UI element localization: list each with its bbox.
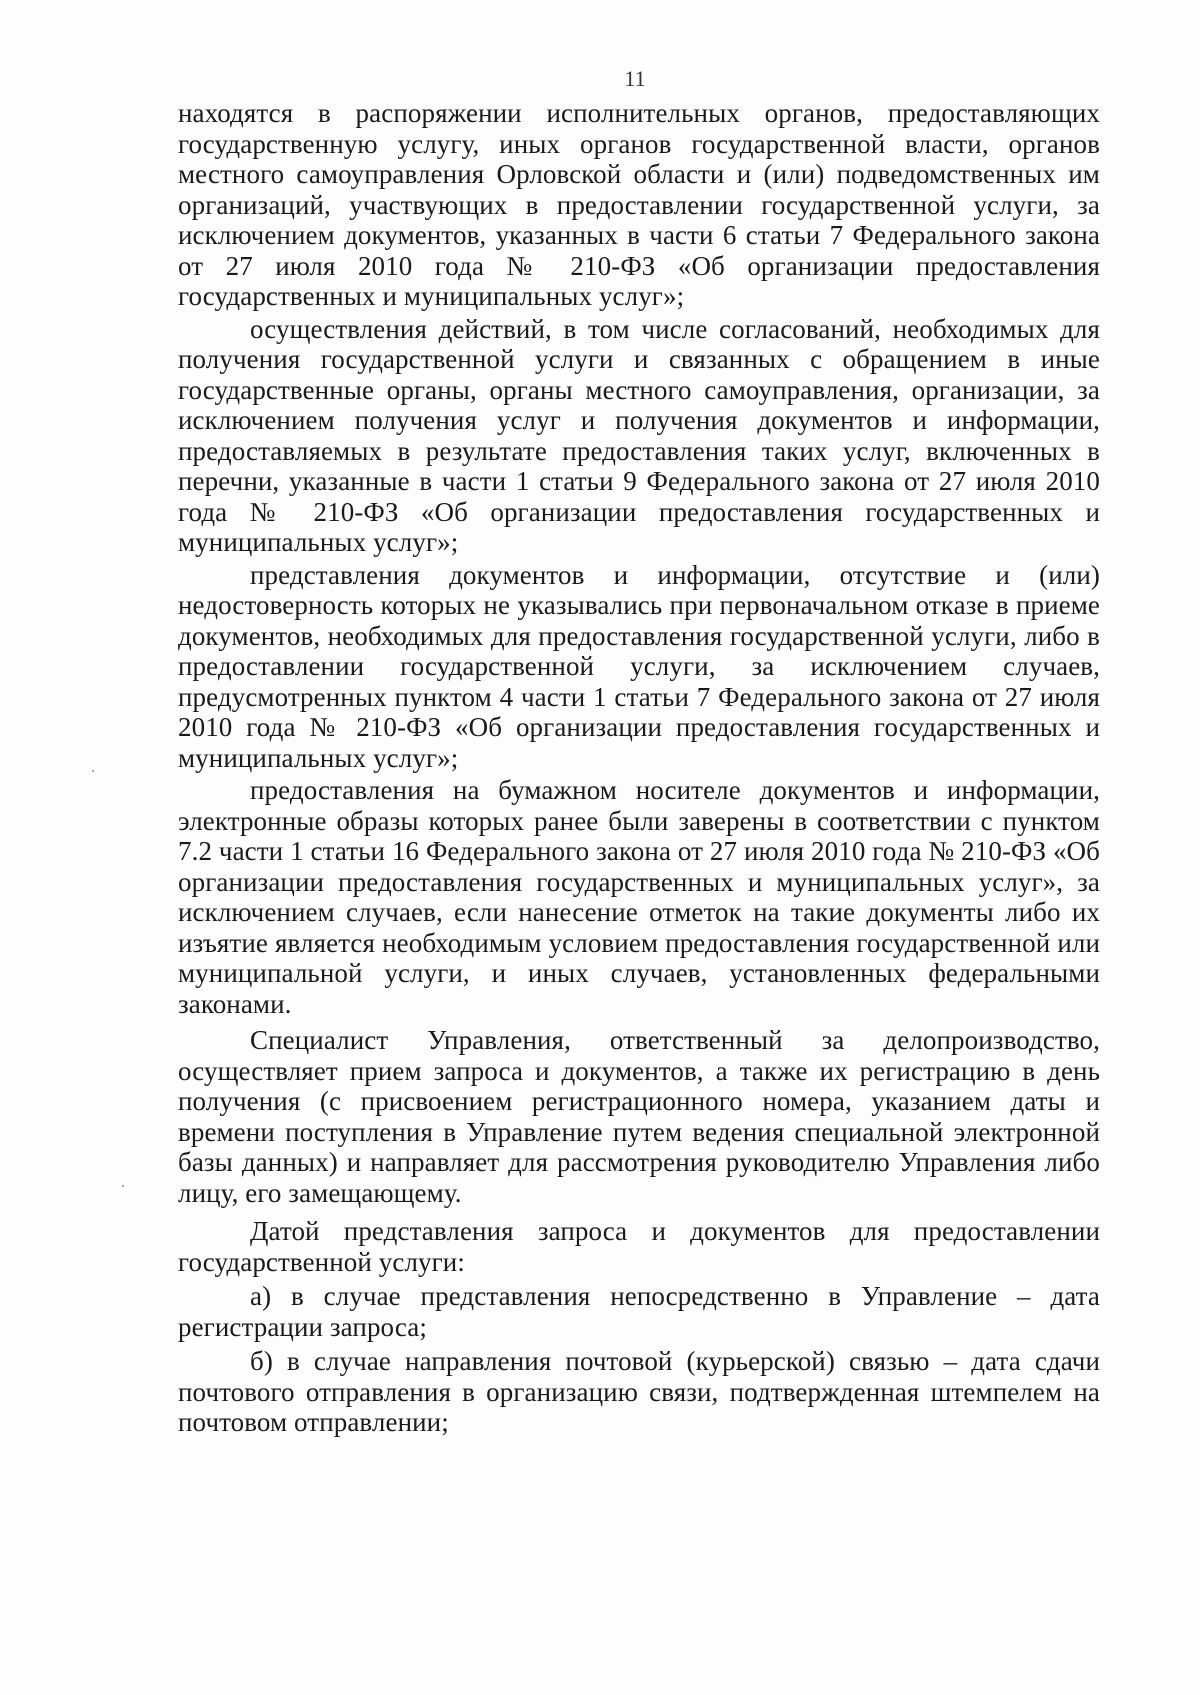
paragraph-specialist: Специалист Управления, ответственный за делопроизводство, осуществляет прием запроса и документов, а также их регистрацию в день получения (с присвоением регистрационного номера, указанием даты и времени поступления в Управление путем ведения специальной электронной базы данных) и направляет для рассмотрения руководителю Управления либо лицу, его замещающему. — [178, 1025, 1100, 1208]
paragraph-submission-date: Датой представления запроса и документов для предоставлении государственной услуги: — [178, 1216, 1100, 1277]
scan-speck — [122, 1185, 124, 1187]
paragraph-item-b: б) в случае направления почтовой (курьерской) связью – дата сдачи почтового отправления в организацию связи, подтвержденная штемпелем на почтовом отправлении; — [178, 1346, 1100, 1437]
scan-speck — [92, 770, 94, 772]
page-number: 11 — [624, 66, 646, 91]
paragraph-actions: осуществления действий, в том числе согласований, необходимых для получения государственной услуги и связанных с обращением в иные государственные органы, органы местного самоуправления, организации, за исключением получения услуг и получения документов и информации, предоставляемых в результате предоставления таких услуг, включенных в перечни, указанные в части 1 статьи 9 Федерального закона от 27 июля 2010 года № 210-ФЗ «Об организации предоставления государственных и муниципальных услуг»; — [178, 313, 1100, 557]
paragraph-paper-carrier: предоставления на бумажном носителе документов и информации, электронные образы которых ранее были заверены в соответствии с пунктом 7.2 части 1 статьи 16 Федерального закона от 27 июля 2010 года № 210-ФЗ «Об организации предоставления государственных и муниципальных услуг», за исключением случаев, если нанесение отметок на такие документы либо их изъятие является необходимым условием предоставления государственной или муниципальной услуги, и иных случаев, установленных федеральными законами. — [178, 775, 1100, 1019]
paragraph-continuation: находятся в распоряжении исполнительных органов, предоставляющих государственную услугу, иных органов государственной власти, органов местного самоуправления Орловской области и (или) подведомственных им организаций, участвующих в предоставлении государственной услуги, за исключением документов, указанных в части 6 статьи 7 Федерального закона от 27 июля 2010 года № 210-ФЗ «Об организации предоставления государственных и муниципальных услуг»; — [178, 98, 1100, 311]
document-body — [178, 98, 1100, 1438]
paragraph-documents-info: представления документов и информации, отсутствие и (или) недостоверность которых не указывались при первоначальном отказе в приеме документов, необходимых для предоставления государственной услуги, либо в предоставлении государственной услуги, за исключением случаев, предусмотренных пунктом 4 части 1 статьи 7 Федерального закона от 27 июля 2010 года № 210-ФЗ «Об организации предоставления государственных и муниципальных услуг»; — [178, 559, 1100, 773]
paragraph-item-a: а) в случае представления непосредственно в Управление – дата регистрации запроса; — [178, 1281, 1100, 1342]
